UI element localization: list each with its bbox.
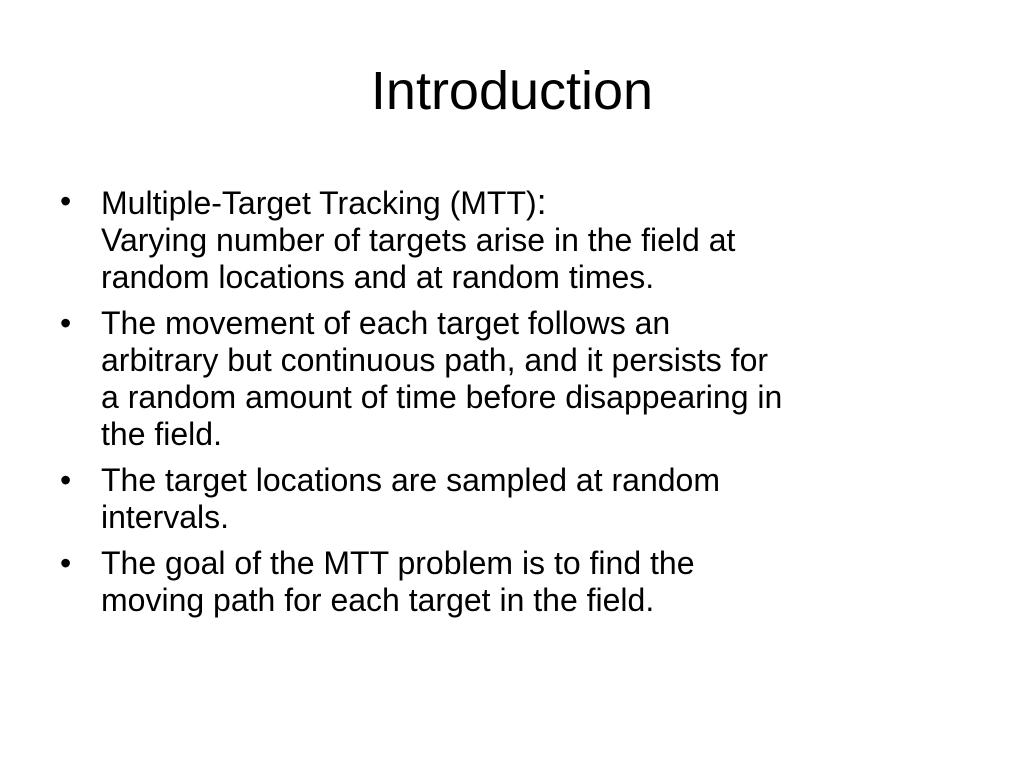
bullet-mark: • [60,462,72,498]
bullet-line: a random amount of time before disappearing in [101,379,783,415]
bullet-line: The movement of each target follows an [101,305,671,341]
bullet-line: arbitrary but continuous path, and it persists for [101,342,769,378]
bullet-line: The target locations are sampled at random [101,462,720,498]
bullet-text [101,305,960,453]
bullet-item-movement [60,305,960,453]
heading-colon: : [536,181,547,222]
bullet-heading: Multiple-Target Tracking (MTT) [101,185,537,221]
bullet-line: moving path for each target in the field. [101,582,655,618]
bullet-line: random locations and at random times. [101,259,655,295]
bullet-line: intervals. [101,499,230,535]
bullet-mark: • [60,545,72,581]
bullet-text [101,545,960,619]
bullet-line: The goal of the MTT problem is to find the [101,545,695,581]
slide-title: Introduction [370,61,654,121]
bullet-line: Varying number of targets arise in the field at [101,222,736,258]
bullet-item-sampling [60,462,960,536]
bullet-list [60,183,960,628]
bullet-heading-line [101,183,960,222]
bullet-line: the field. [101,416,222,452]
bullet-mark: • [60,305,72,341]
bullet-item-mtt [60,183,960,296]
bullet-text [101,183,960,296]
bullet-mark: • [60,183,72,219]
bullet-text [101,462,960,536]
bullet-item-goal [60,545,960,619]
